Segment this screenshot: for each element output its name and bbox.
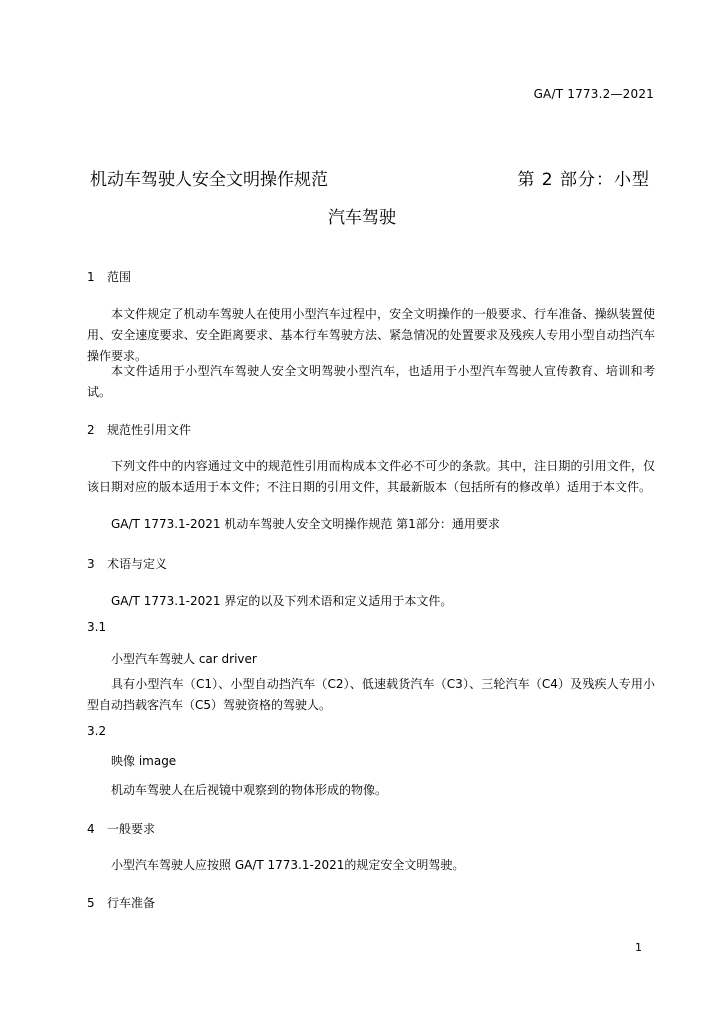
term-3-1-number: 3.1 — [87, 620, 107, 634]
section-number: 3 — [87, 557, 95, 571]
standard-code: GA/T 1773.2—2021 — [533, 87, 654, 101]
section-1-heading — [87, 268, 131, 285]
page-number: 1 — [635, 941, 642, 954]
term-3-2-name: 映像 image — [111, 754, 177, 768]
document-title-line1 — [90, 165, 650, 189]
section-4-paragraph-1: 小型汽车驾驶人应按照 GA/T 1773.1-2021的规定安全文明驾驶。 — [111, 858, 465, 872]
term-3-1-name: 小型汽车驾驶人 car driver — [111, 652, 257, 666]
section-title: 范围 — [107, 270, 132, 284]
section-title: 规范性引用文件 — [107, 423, 192, 437]
term-3-2-definition: 机动车驾驶人在后视镜中观察到的物体形成的物像。 — [111, 783, 388, 797]
section-title: 行车准备 — [107, 896, 156, 910]
section-5-heading — [87, 894, 155, 911]
section-4-heading — [87, 820, 155, 837]
section-title: 一般要求 — [107, 822, 156, 836]
section-title: 术语与定义 — [107, 557, 168, 571]
section-1-paragraph-1: 本文件规定了机动车驾驶人在使用小型汽车过程中，安全文明操作的一般要求、行车准备、操纵装置使用、安全速度要求、安全距离要求、基本行车驾驶方法、紧急情况的处置要求及残疾人专用小型自动挡汽车操作要求。 — [87, 307, 655, 363]
section-3-paragraph-1: GA/T 1773.1-2021 界定的以及下列术语和定义适用于本文件。 — [111, 594, 453, 608]
section-2-paragraph-1: 下列文件中的内容通过文中的规范性引用而构成本文件必不可少的条款。其中，注日期的引用文件，仅该日期对应的版本适用于本文件；不注日期的引用文件，其最新版本（包括所有的修改单）适用于本文件。 — [87, 459, 655, 494]
title-main: 机动车驾驶人安全文明操作规范 — [90, 170, 328, 190]
term-3-2-number: 3.2 — [87, 724, 107, 738]
document-title-line2: 汽车驾驶 — [328, 208, 396, 228]
section-1-paragraph-2: 本文件适用于小型汽车驾驶人安全文明驾驶小型汽车，也适用于小型汽车驾驶人宣传教育、培训和考试。 — [87, 364, 655, 399]
term-3-1-definition: 具有小型汽车（C1）、小型自动挡汽车（C2）、低速载货汽车（C3）、三轮汽车（C4）及残疾人专用小型自动挡载客汽车（C5）驾驶资格的驾驶人。 — [87, 677, 655, 712]
section-number: 2 — [87, 423, 95, 437]
section-3-heading — [87, 555, 167, 572]
section-number: 4 — [87, 822, 95, 836]
title-part: 第 2 部分：小型 — [517, 170, 650, 190]
section-2-heading — [87, 421, 191, 438]
normative-reference: GA/T 1773.1-2021 机动车驾驶人安全文明操作规范 第1部分：通用要求 — [111, 517, 500, 531]
section-number: 5 — [87, 896, 95, 910]
section-number: 1 — [87, 270, 95, 284]
